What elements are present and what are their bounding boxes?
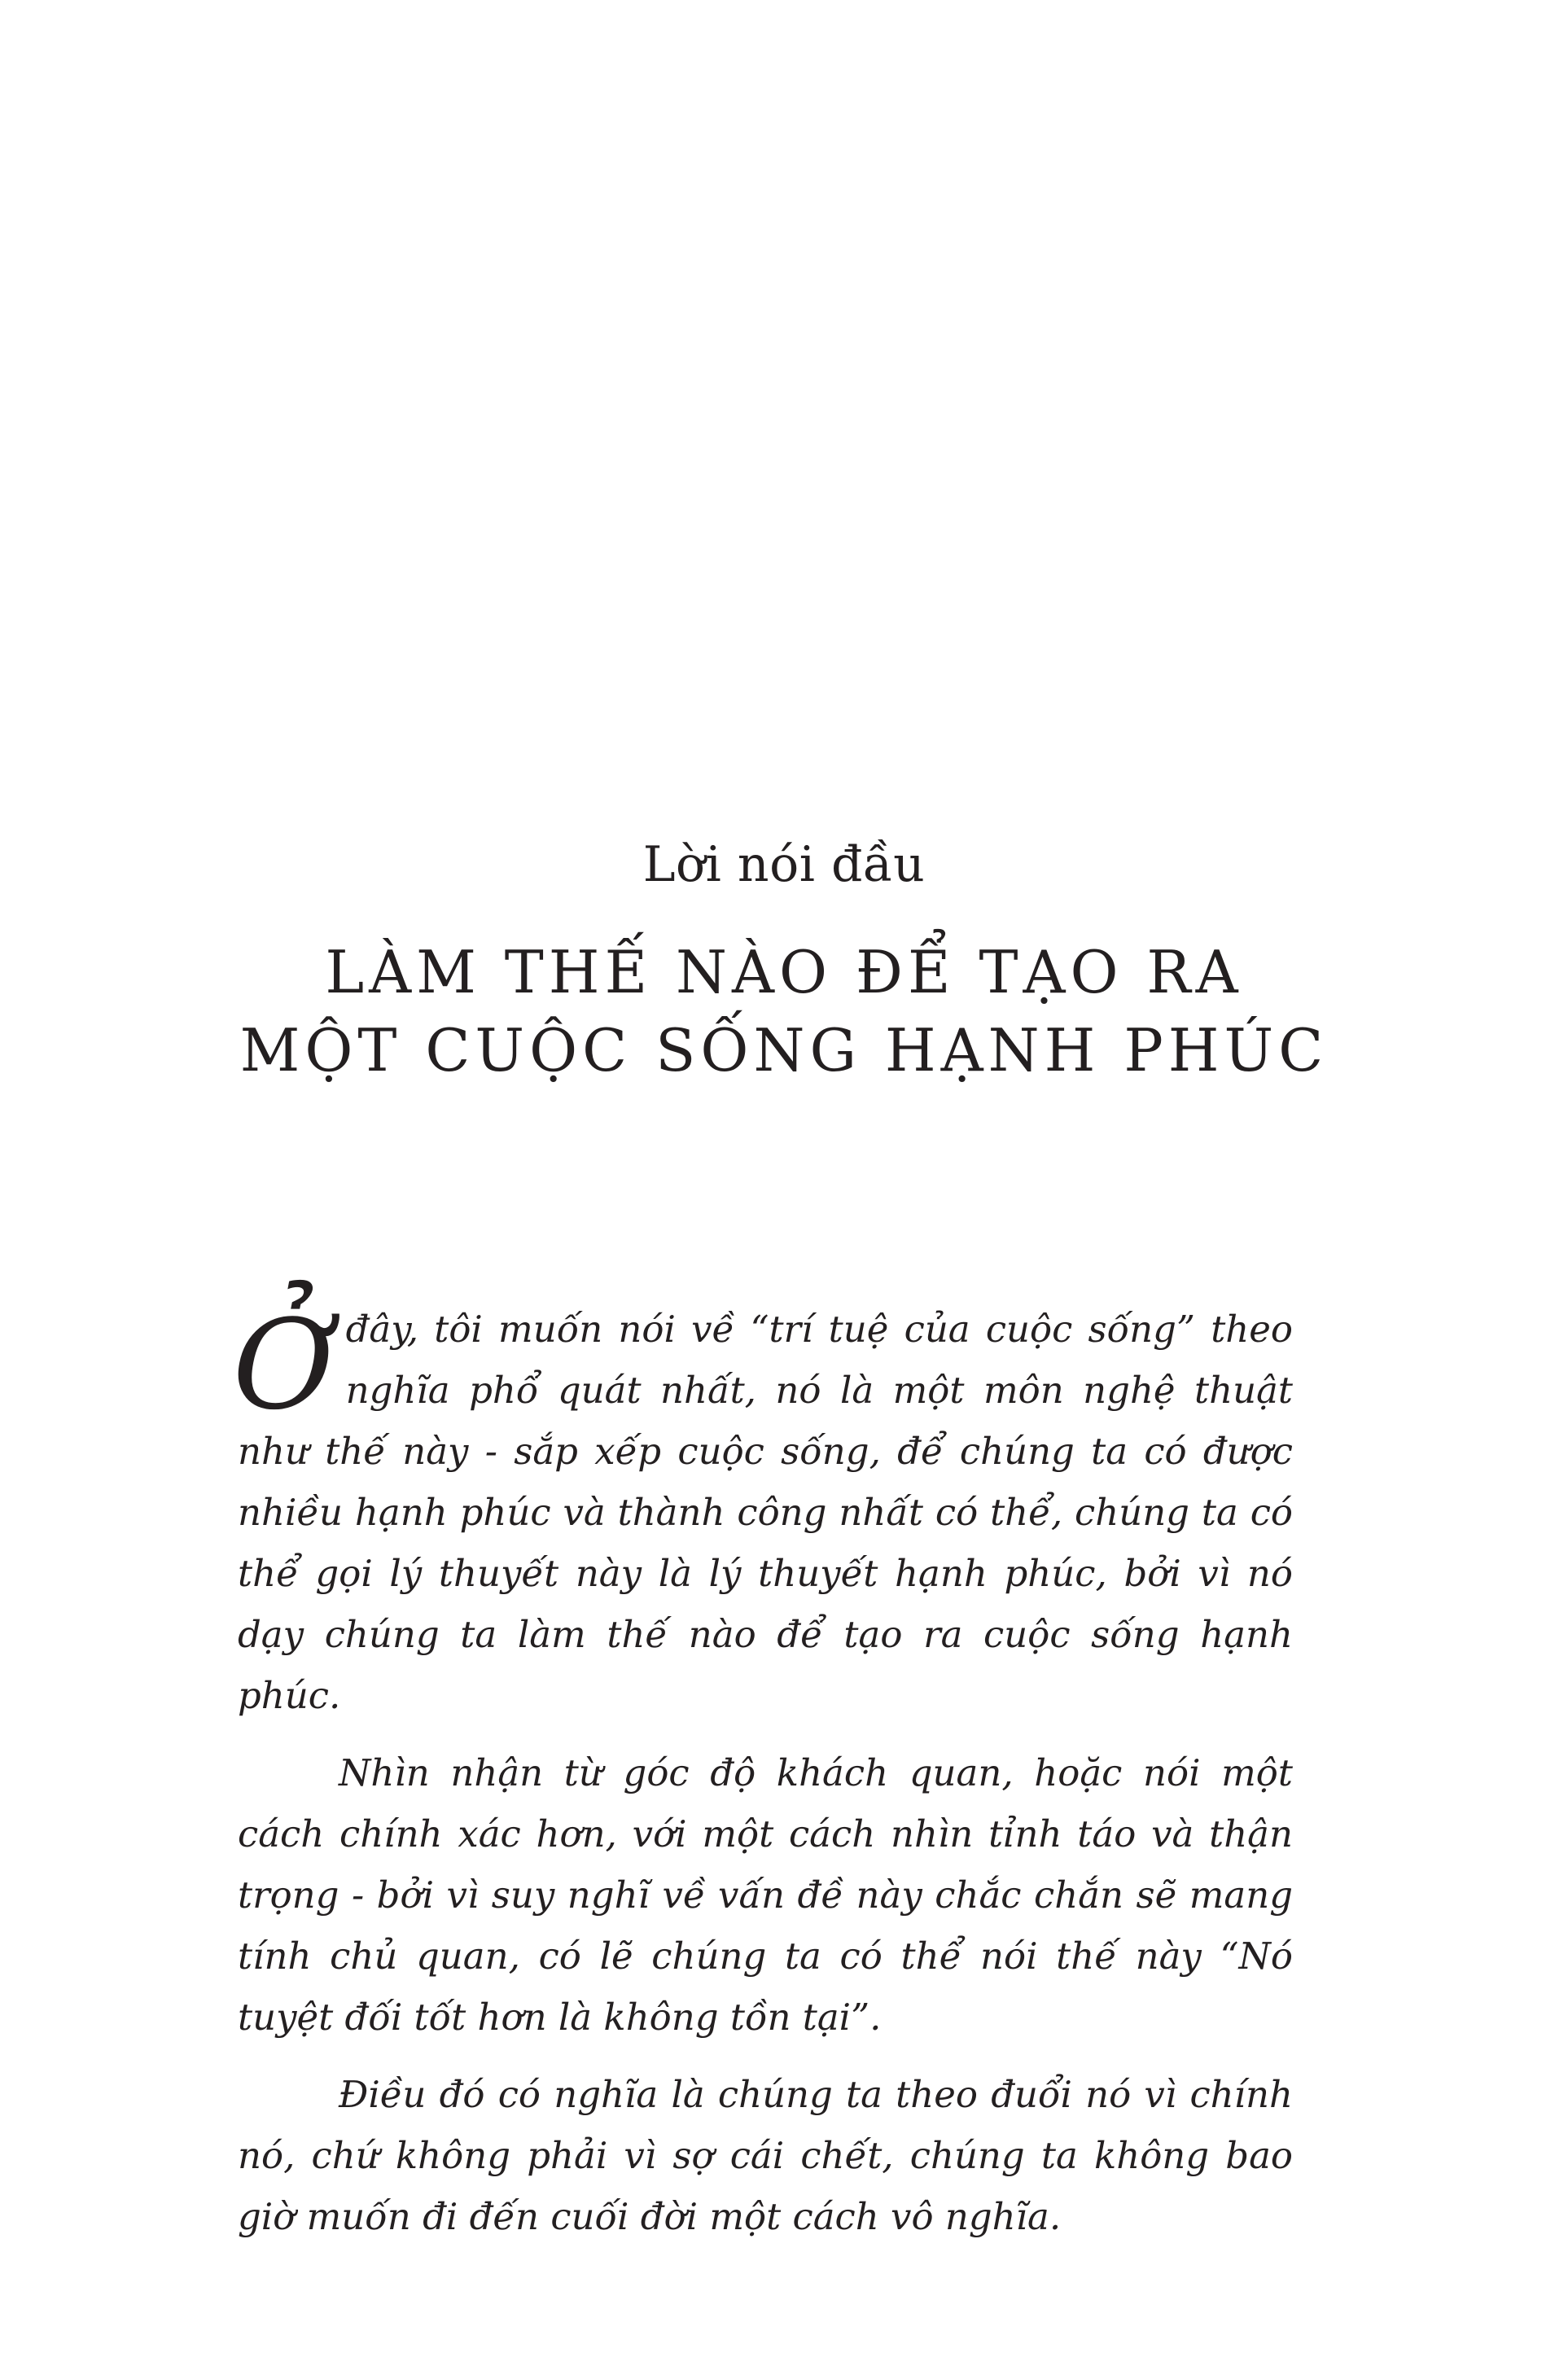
drop-cap: Ở [233, 1293, 335, 1437]
paragraph-2: Nhìn nhận từ góc độ khách quan, hoặc nói một cách chính xác hơn, với một cách nhìn tỉnh táo và thận trọng - bởi vì suy nghĩ về vấn đề này chắc chắn sẽ mang tính chủ quan, có lẽ chúng ta có thể nói thế này “Nó tuyệt đối tốt hơn là không tồn tại”. [238, 1751, 1293, 2039]
paragraph-3: Điều đó có nghĩa là chúng ta theo đuổi nó vì chính nó, chứ không phải vì sợ cái chết, chúng ta không bao giờ muốn đi đến cuối đời một cách vô nghĩa. [238, 2073, 1293, 2238]
paragraph-1-text: đây, tôi muốn nói về “trí tuệ của cuộc sống” theo nghĩa phổ quát nhất, nó là một môn nghệ thuật như thế này - sắp xếp cuộc sống, để chúng ta có được nhiều hạnh phúc và thành công nhất có thể, chúng ta có thể gọi lý thuyết này là lý thuyết hạnh phúc, bởi vì nó dạy chúng ta làm thế nào để tạo ra cuộc sống hạnh phúc. [238, 1308, 1293, 1717]
preface-label: Lời nói đầu [642, 836, 926, 893]
chapter-title-line-2: MỘT CUỘC SỐNG HẠNH PHÚC [239, 1016, 1329, 1084]
chapter-title-line-1: LÀM THẾ NÀO ĐỂ TẠO RA [325, 938, 1243, 1006]
body-text [233, 1293, 1293, 2263]
chapter-heading [0, 830, 1568, 1089]
paragraph-1 [233, 1293, 1293, 1726]
